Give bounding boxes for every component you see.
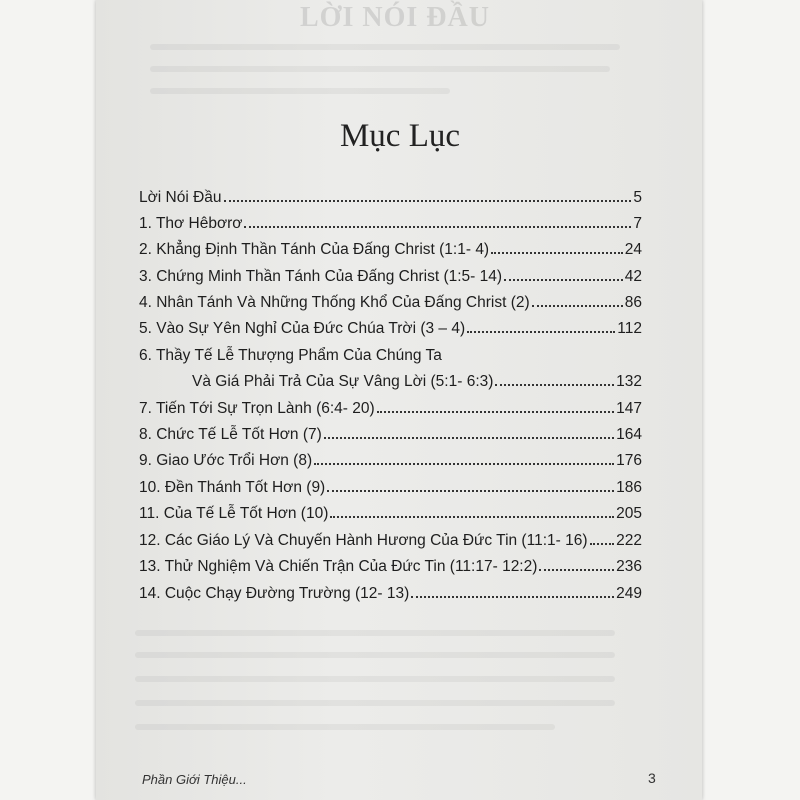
dot-leader: [539, 569, 614, 571]
toc-entry-title: 1. Thơ Hêbơrơ: [139, 215, 243, 232]
dot-leader: [330, 516, 614, 518]
bleed-through-line: [150, 44, 620, 50]
toc-entry-title: 7. Tiến Tới Sự Trọn Lành (6:4- 20): [139, 400, 375, 417]
toc-entry: [139, 581, 642, 603]
dot-leader: [324, 437, 614, 439]
dot-leader: [495, 384, 614, 386]
toc-entry-page: 236: [616, 558, 642, 575]
toc-entry-page: 186: [616, 479, 642, 496]
bleed-through-line: [135, 700, 615, 706]
dot-leader: [590, 543, 615, 545]
toc-entry-page: 164: [616, 426, 642, 443]
dot-leader: [491, 252, 623, 254]
toc-entry-title: 2. Khẳng Định Thần Tánh Của Đấng Christ (1:1- 4): [139, 241, 490, 258]
dot-leader: [532, 305, 623, 307]
dot-leader: [314, 463, 614, 465]
dot-leader: [467, 331, 615, 333]
toc-entry: [139, 211, 642, 233]
toc-entry: [139, 475, 642, 497]
toc-entry: [139, 396, 642, 418]
toc-entry-title: 4. Nhân Tánh Và Những Thống Khổ Của Đấng Christ (2): [139, 294, 530, 311]
toc-entry-page: 5: [633, 189, 642, 206]
toc-entry: [139, 448, 642, 470]
toc-entry-title: 12. Các Giáo Lý Và Chuyến Hành Hương Của Đức Tin (11:1- 16): [139, 532, 588, 549]
toc-entry-title: 14. Cuộc Chạy Đường Trường (12- 13): [139, 585, 410, 602]
toc-entry-page: 176: [616, 452, 642, 469]
bleed-through-line: [135, 724, 555, 730]
toc-entry: [139, 185, 642, 207]
toc-entry: [139, 501, 642, 523]
toc-entry-title: 6. Thầy Tế Lễ Thượng Phẩm Của Chúng Ta: [139, 347, 442, 364]
dot-leader: [244, 226, 631, 228]
dot-leader: [327, 490, 614, 492]
toc-entry-title: 10. Đền Thánh Tốt Hơn (9): [139, 479, 326, 496]
dot-leader: [504, 279, 623, 281]
toc-entry: [139, 343, 642, 365]
toc-entry: [139, 554, 642, 576]
toc-entry-page: 7: [633, 215, 642, 232]
toc-entry: [139, 528, 642, 550]
toc-entry-page: 222: [616, 532, 642, 549]
toc-entry-title: 9. Giao Ước Trổi Hơn (8): [139, 452, 313, 469]
toc-entry-title: 11. Của Tế Lễ Tốt Hơn (10): [139, 505, 329, 522]
toc-entry-title: Lời Nói Đầu: [139, 189, 222, 206]
bleed-through-heading: LỜI NÓI ĐẦU: [300, 2, 490, 33]
toc-entry-title: 13. Thử Nghiệm Và Chiến Trận Của Đức Tin (11:17- 12:2): [139, 558, 538, 575]
toc-entry: [139, 316, 642, 338]
toc-entry: [139, 237, 642, 259]
toc-entry-title: Và Giá Phải Trả Của Sự Vâng Lời (5:1- 6:3): [192, 373, 494, 390]
toc-entry-title: 3. Chứng Minh Thần Tánh Của Đấng Christ (1:5- 14): [139, 268, 503, 285]
toc-entry-page: 249: [616, 585, 642, 602]
toc-entry: [139, 264, 642, 286]
bleed-through-line: [150, 66, 610, 72]
toc-entry-page: 24: [624, 241, 642, 258]
bleed-through-line: [135, 676, 615, 682]
toc-entry-page: 86: [624, 294, 642, 311]
toc-entry-page: 147: [616, 400, 642, 417]
bleed-through-line: [150, 88, 450, 94]
bleed-through-line: [135, 630, 615, 636]
page-number: 3: [648, 770, 656, 786]
toc-entry-title: 5. Vào Sự Yên Nghỉ Của Đức Chúa Trời (3 – 4): [139, 320, 466, 337]
toc-entry-page: 42: [624, 268, 642, 285]
toc-entry: [139, 422, 642, 444]
dot-leader: [411, 596, 614, 598]
toc-entry: [139, 290, 642, 312]
dot-leader: [377, 411, 614, 413]
bleed-through-line: [135, 652, 615, 658]
toc-entry: [192, 369, 642, 391]
dot-leader: [224, 200, 632, 202]
table-of-contents: [0, 185, 800, 615]
toc-entry-page: 132: [616, 373, 642, 390]
toc-entry-title: 8. Chức Tế Lễ Tốt Hơn (7): [139, 426, 322, 443]
page-title: Mục Lục: [339, 118, 461, 154]
running-footer: Phần Giới Thiệu...: [142, 772, 247, 787]
toc-entry-page: 205: [616, 505, 642, 522]
toc-entry-page: 112: [617, 320, 642, 337]
